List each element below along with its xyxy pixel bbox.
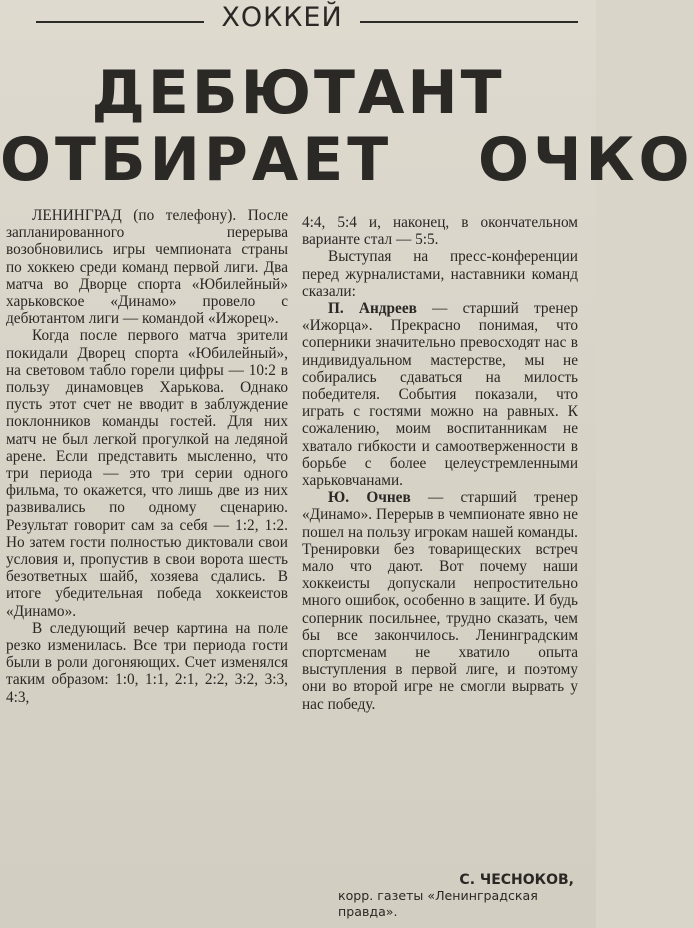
paragraph-first-match: Когда после первого матча зрители покидали Дворец спорта «Юбилейный», на световом табло горели цифры — 10:2 в пользу динамовцев Харькова. Однако пусть этот счет не вводит в заблуждение поклонников команды гостей. Для них матч не был легкой прогулкой на ледяной арене. Если представить мысленно, что три периода — это три серии одного фильма, то окажется, что лишь две из них развивались по одному сценарию. Результат говорит сам за себя — 1:2, 1:2. Но затем гости полностью диктовали свои условия и, пропустив в свои ворота шесть безответных шайб, хозяева сдались. В итоге убедительная победа хоккеистов «Динамо». xyxy=(6,327,288,620)
speaker-ochnev: Ю. Очнев xyxy=(328,489,411,507)
rubric-title: ХОККЕЙ xyxy=(221,2,343,33)
speaker-andreev: П. Андреев xyxy=(328,300,417,318)
quote-ochnev xyxy=(302,489,578,713)
headline-line-2: ОТБИРАЕТ ОЧКО xyxy=(0,125,694,195)
speech-ochnev: — старший тренер «Динамо». Перерыв в чемпионате явно не пошел на пользу игрокам нашей команды. Тренировки без товарищеских встреч мало что дают. Вот почему наши хоккеисты допускали непростительно много ошибок, особенно в защите. И будь соперник посильнее, трудно сказать, чем бы все закончилось. Ленинградским спортсменам не хватило опыта выступления в первой лиге, и поэтому они во второй игре не смогли вырвать у нас победу. xyxy=(302,489,578,713)
headline-line-1: ДЕБЮТАНТ xyxy=(91,58,505,128)
paragraph-score-continuation: 4:4, 5:4 и, наконец, в окончательном варианте стал — 5:5. xyxy=(302,214,578,249)
author-role: корр. газеты «Ленинградская правда». xyxy=(338,888,538,919)
rubric-rule-right xyxy=(360,21,578,23)
article-right-column xyxy=(302,214,578,713)
rubric-rule-left xyxy=(36,21,204,23)
speech-andreev: — старший тренер «Ижорца». Прекрасно понимая, что соперники значительно превосходят нас в индивидуальном мастерстве, мы не собирались сдаваться на милость победителя. События показали, что играть с гостями можно на равных. К сожалению, моим воспитанникам не хватало гибкости и самоотверженности в борьбе с более целеустремленными харьковчанами. xyxy=(302,300,578,490)
paragraph-second-match: В следующий вечер картина на поле резко изменилась. Все три периода гости были в роли догоняющих. Счет изменялся таким образом: 1:0, 1:1, 2:1, 2:2, 3:2, 3:3, 4:3, xyxy=(6,619,288,706)
article-left-column xyxy=(6,207,288,706)
quote-andreev xyxy=(302,300,578,489)
author-name: С. ЧЕСНОКОВ, xyxy=(459,872,574,888)
paragraph-intro: ЛЕНИНГРАД (по телефону). После запланированного перерыва возобновились игры чемпионата страны по хоккею среди команд первой лиги. Два матча во Дворце спорта «Юбилейный» харьковское «Динамо» провело с дебютантом лиги — командой «Ижорец». xyxy=(6,207,288,328)
author-signature xyxy=(330,872,578,920)
paragraph-press-conference: Выступая на пресс-конференции перед журналистами, наставники команд сказали: xyxy=(302,248,578,300)
